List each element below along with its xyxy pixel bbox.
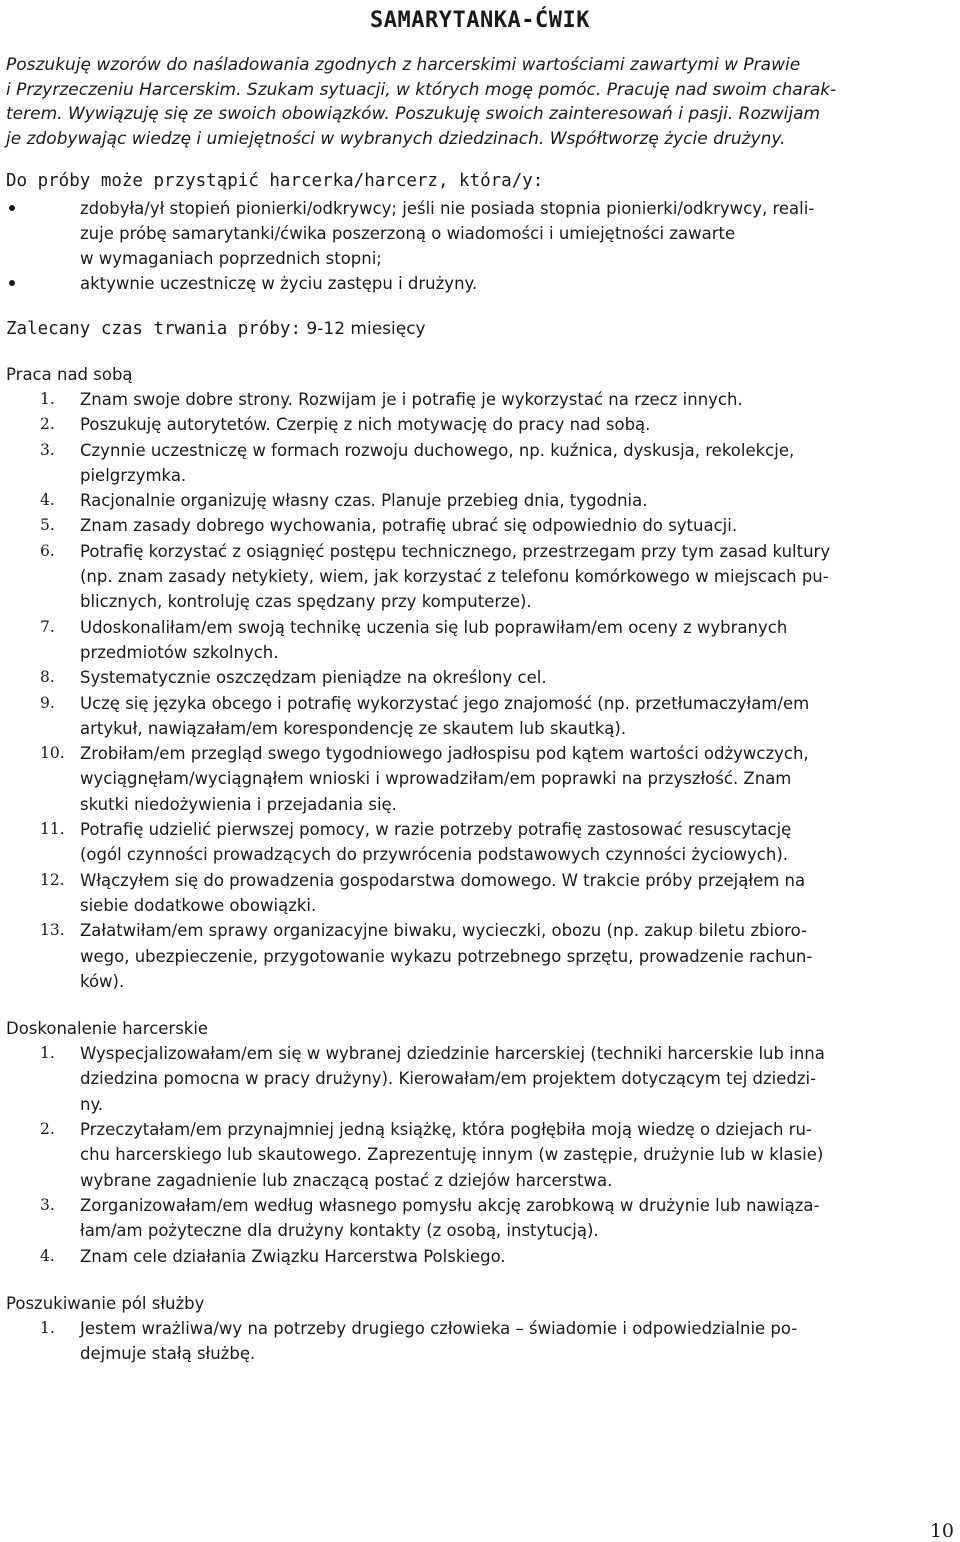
- item-text-line: Zrobiłam/em przegląd swego tygodniowego jadłospisu pod kątem wartości odżywczych,: [80, 744, 809, 764]
- numbered-list: [6, 387, 954, 994]
- item-text-line: ków).: [80, 971, 125, 991]
- item-text-line: Włączyłem się do prowadzenia gospodarstwa domowego. W trakcie próby przejąłem na: [80, 870, 806, 890]
- item-text-line: Potrafię udzielić pierwszej pomocy, w razie potrzeby potrafię zastosować resuscytację: [80, 820, 792, 840]
- item-number: 3.: [40, 440, 55, 459]
- bullet-icon: [9, 280, 15, 286]
- intro-line: Poszukuję wzorów do naśladowania zgodnych z harcerskimi wartościami zawartymi w Prawie: [6, 55, 801, 75]
- intro-paragraph: [6, 53, 954, 151]
- item-text-line: Systematycznie oszczędzam pieniądze na określony cel.: [80, 668, 547, 688]
- duration-label: Zalecany czas trwania próby:: [6, 319, 302, 339]
- document-page: [6, 0, 954, 1366]
- item-text-line: wyciągnęłam/wyciągnąłem wnioski i wprowadziłam/em poprawki na przyszłość. Znam: [80, 769, 792, 789]
- item-text-line: pielgrzymka.: [80, 465, 187, 485]
- requirement-line: zuje próbę samarytanki/ćwika poszerzoną o wiadomości i umiejętności zawarte: [80, 224, 736, 243]
- requirement-item: [6, 271, 954, 296]
- list-item: [6, 539, 954, 615]
- list-item: [6, 387, 954, 412]
- duration-value: 9-12 miesięcy: [306, 319, 426, 339]
- section-title: Praca nad sobą: [6, 365, 133, 384]
- item-text-line: łam/am pożyteczne dla drużyny kontakty (z osobą, instytucją).: [80, 1221, 599, 1241]
- list-item: [6, 868, 954, 919]
- intro-line: i Przyrzeczeniu Harcerskim. Szukam sytuacji, w których mogę pomóc. Pracuję nad swoim charak-: [6, 79, 837, 100]
- item-text-line: (ogól czynności prowadzących do przywrócenia podstawowych czynności życiowych).: [80, 845, 789, 865]
- item-number: 2.: [40, 415, 55, 434]
- item-text-line: siebie dodatkowe obowiązki.: [80, 895, 317, 915]
- item-text-line: blicznych, kontroluję czas spędzany przy komputerze).: [80, 592, 532, 612]
- item-number: 8.: [40, 668, 55, 687]
- bullet-icon: [9, 205, 15, 211]
- requirements-list: [6, 196, 954, 296]
- numbered-list: [6, 1041, 954, 1269]
- item-number: 13.: [40, 921, 65, 940]
- item-text-line: Znam cele działania Związku Harcerstwa Polskiego.: [80, 1246, 506, 1266]
- item-text-line: Jestem wrażliwa/wy na potrzeby drugiego człowieka – świadomie i odpowiedzialnie po-: [80, 1318, 798, 1338]
- list-item: [6, 918, 954, 994]
- item-text-line: Zorganizowałam/em według własnego pomysłu akcję zarobkową w drużynie lub nawiąza-: [80, 1195, 820, 1215]
- list-item: [6, 1244, 954, 1269]
- list-item: [6, 741, 954, 817]
- item-text-line: Znam zasady dobrego wychowania, potrafię ubrać się odpowiednio do sytuacji.: [80, 516, 738, 536]
- item-text-line: dejmuje stałą służbę.: [80, 1344, 256, 1364]
- item-number: 5.: [40, 516, 55, 535]
- item-text-line: (np. znam zasady netykiety, wiem, jak korzystać z telefonu komórkowego w miejscach pu-: [80, 567, 829, 587]
- item-number: 1.: [40, 1318, 55, 1337]
- list-item: [6, 1316, 954, 1367]
- requirement-line: zdobyła/ył stopień pionierki/odkrywcy; jeśli nie posiada stopnia pionierki/odkrywcy, reali-: [80, 199, 815, 218]
- item-number: 6.: [40, 541, 55, 560]
- item-number: 9.: [40, 693, 55, 712]
- item-text-line: Poszukuję autorytetów. Czerpię z nich motywację do pracy nad sobą.: [80, 415, 651, 435]
- item-text-line: przedmiotów szkolnych.: [80, 642, 279, 662]
- list-item: [6, 665, 954, 690]
- item-number: 10.: [40, 744, 65, 763]
- numbered-list: [6, 1316, 954, 1367]
- list-item: [6, 615, 954, 666]
- item-number: 1.: [40, 390, 55, 408]
- item-number: 2.: [40, 1120, 55, 1139]
- item-text-line: wego, ubezpieczenie, przygotowanie wykazu potrzebnego sprzętu, prowadzenie rachun-: [80, 946, 813, 966]
- item-text-line: Uczę się języka obcego i potrafię wykorzystać jego znajomość (np. przetłumaczyłam/em: [80, 693, 810, 713]
- list-item: [6, 513, 954, 538]
- requirements-heading: Do próby może przystąpić harcerka/harcerz, która/y:: [6, 171, 544, 191]
- section-title: Poszukiwanie pól służby: [6, 1293, 205, 1313]
- item-text-line: dziedzina pomocna w pracy drużyny). Kierowałam/em projektem dotyczącym tej dziedzi-: [80, 1069, 817, 1089]
- item-text-line: Wyspecjalizowałam/em się w wybranej dziedzinie harcerskiej (techniki harcerskie lub inna: [80, 1044, 825, 1064]
- duration-line: [6, 316, 954, 342]
- list-item: [6, 1117, 954, 1193]
- item-number: 4.: [40, 1246, 55, 1265]
- item-number: 7.: [40, 617, 55, 636]
- sections-container: [6, 362, 954, 1366]
- item-text-line: Czynnie uczestniczę w formach rozwoju duchowego, np. kuźnica, dyskusja, rekolekcje,: [80, 440, 795, 460]
- list-item: [6, 691, 954, 742]
- item-text-line: skutki niedożywienia i przejadania się.: [80, 794, 397, 814]
- requirement-item: [6, 196, 954, 271]
- item-text-line: Udoskonaliłam/em swoją technikę uczenia się lub poprawiłam/em oceny z wybranych: [80, 617, 788, 637]
- item-text-line: artykuł, nawiązałam/em korespondencję ze skautem lub skautką).: [80, 718, 627, 738]
- page-title: SAMARYTANKA-ĆWIK: [370, 8, 590, 33]
- item-text-line: chu harcerskiego lub skautowego. Zaprezentuję innym (w zastępie, drużynie lub w klasie): [80, 1145, 824, 1165]
- requirement-line: aktywnie uczestniczę w życiu zastępu i drużyny.: [80, 274, 478, 293]
- item-number: 11.: [40, 820, 65, 839]
- list-item: [6, 412, 954, 437]
- item-text-line: wybrane zagadnienie lub znaczącą postać z dziejów harcerstwa.: [80, 1170, 613, 1190]
- item-text-line: Potrafię korzystać z osiągnięć postępu technicznego, przestrzegam przy tym zasad kultury: [80, 541, 831, 561]
- item-text-line: ny.: [80, 1094, 104, 1114]
- section-title: Doskonalenie harcerskie: [6, 1019, 209, 1039]
- item-number: 3.: [40, 1195, 55, 1214]
- intro-line: terem. Wywiązuję się ze swoich obowiązków. Poszukuję swoich zainteresowań i pasji. Rozwijam: [6, 104, 821, 124]
- item-text-line: Racjonalnie organizuję własny czas. Planuje przebieg dnia, tygodnia.: [80, 491, 648, 511]
- item-number: 1.: [40, 1044, 55, 1063]
- list-item: [6, 817, 954, 868]
- item-text-line: Załatwiłam/em sprawy organizacyjne biwaku, wycieczki, obozu (np. zakup biletu zbioro-: [80, 921, 807, 941]
- list-item: [6, 1041, 954, 1117]
- list-item: [6, 488, 954, 513]
- requirement-line: w wymaganiach poprzednich stopni;: [80, 249, 382, 268]
- item-text-line: Znam swoje dobre strony. Rozwijam je i potrafię je wykorzystać na rzecz innych.: [80, 390, 743, 409]
- intro-line: je zdobywając wiedzę i umiejętności w wybranych dziedzinach. Współtworzę życie drużyny.: [6, 128, 786, 149]
- list-item: [6, 1193, 954, 1244]
- item-number: 12.: [40, 870, 65, 889]
- item-number: 4.: [40, 491, 55, 510]
- list-item: [6, 438, 954, 489]
- item-text-line: Przeczytałam/em przynajmniej jedną książkę, która pogłębiła moją wiedzę o dziejach ru-: [80, 1120, 812, 1140]
- page-number: 10: [929, 1520, 954, 1542]
